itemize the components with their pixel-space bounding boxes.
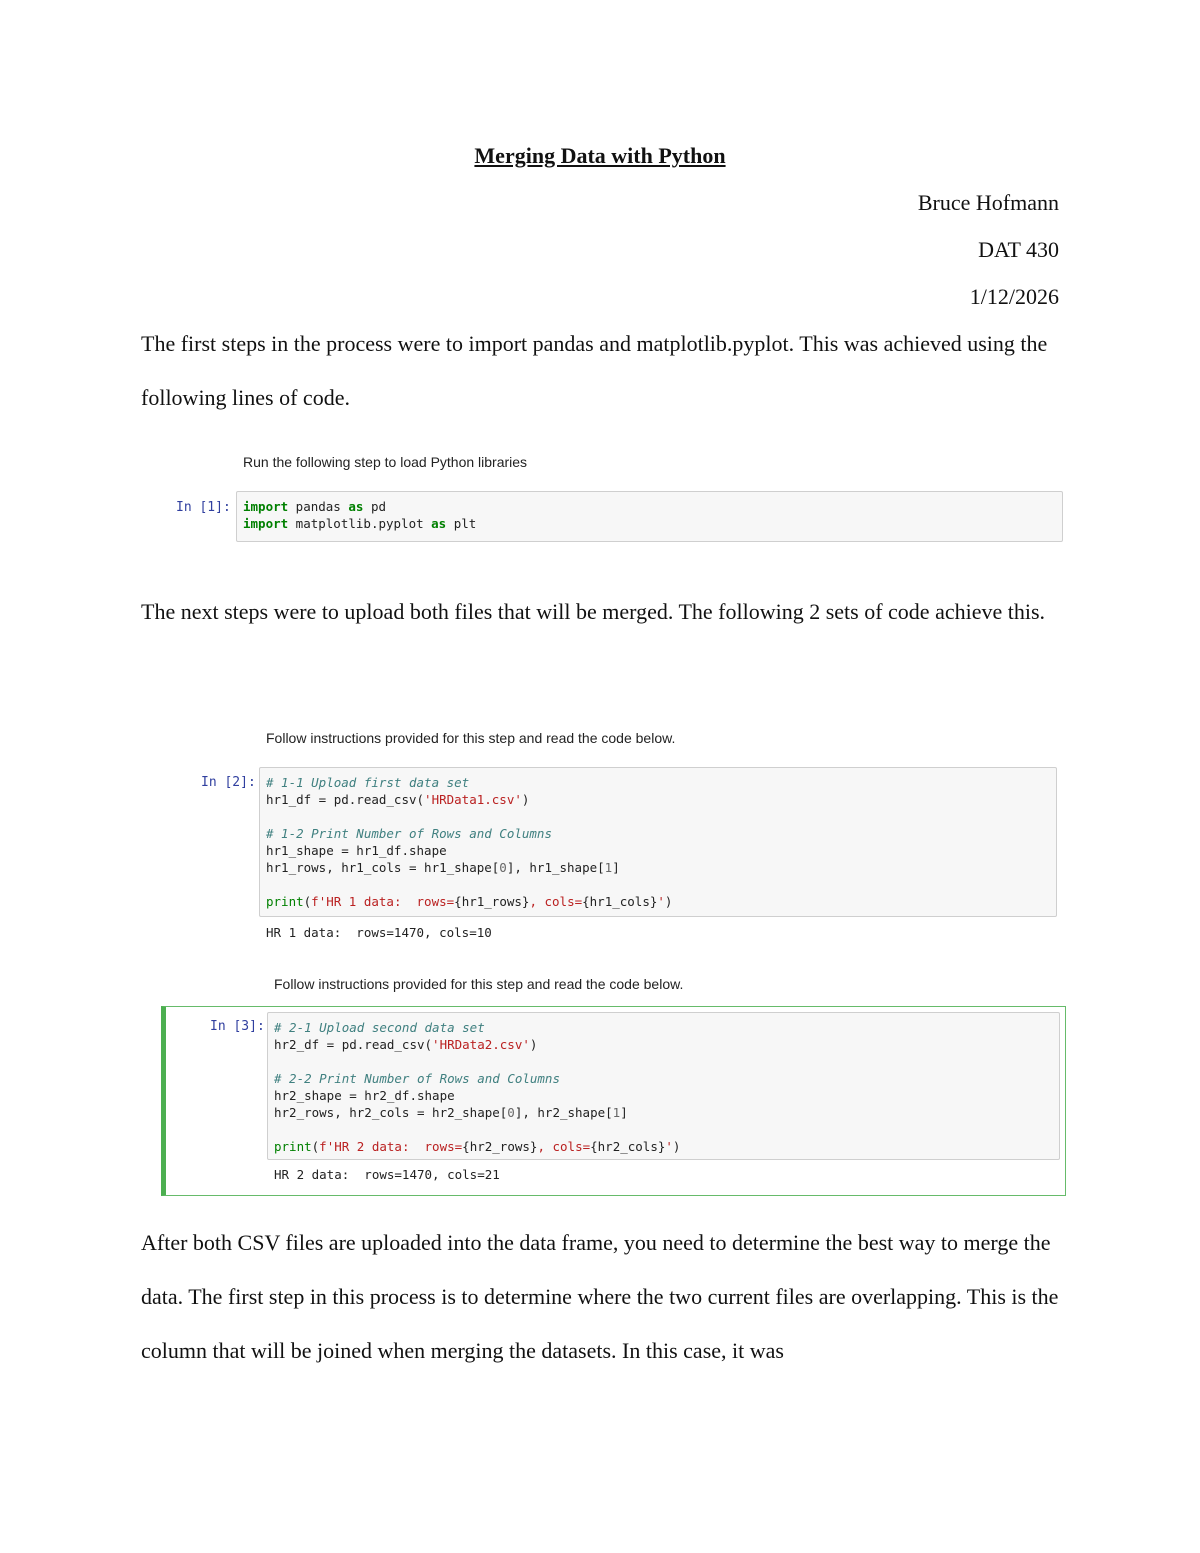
code-comment: # 2-1 Upload second data set [274,1020,485,1035]
code-line: hr2_shape = hr2_df.shape [274,1088,455,1103]
code-comment: # 1-2 Print Number of Rows and Columns [266,826,552,841]
cell-prompt: In [1]: [176,500,231,515]
cell-output: HR 1 data: rows=1470, cols=10 [266,925,492,940]
course-code: DAT 430 [978,237,1059,262]
cell-instruction: Follow instructions provided for this step and read the code below. [274,976,684,992]
code-comment: # 1-1 Upload first data set [266,775,470,790]
code-line: hr1_shape = hr1_df.shape [266,843,447,858]
code-line: print(f'HR 2 data: rows={hr2_rows}, cols={hr2_cols}') [274,1139,681,1154]
cell-prompt: In [2]: [201,775,256,790]
paragraph-merge: After both CSV files are uploaded into the data frame, you need to determine the best way to merge the data. The first step in this process is to determine where the two current files are overlapping. This is the column that will be joined when merging the datasets. In this case, it was [141,1230,1059,1363]
cell-instruction: Follow instructions provided for this step and read the code below. [266,730,676,746]
code-line: import pandas as pd [243,499,387,514]
code-line: hr2_rows, hr2_cols = hr2_shape[0], hr2_shape[1] [274,1105,628,1120]
code-line: import matplotlib.pyplot as plt [243,516,477,531]
code-line: hr1_rows, hr1_cols = hr1_shape[0], hr1_shape[1] [266,860,620,875]
document-title: Merging Data with Python [474,143,726,168]
code-cell-2[interactable] [259,767,1057,917]
author-name: Bruce Hofmann [917,190,1059,215]
code-cell-1[interactable] [236,491,1063,542]
code-line: print(f'HR 1 data: rows={hr1_rows}, cols={hr1_cols}') [266,894,673,909]
cell-output: HR 2 data: rows=1470, cols=21 [274,1167,500,1182]
document-date: 1/12/2026 [969,284,1059,309]
code-line: hr1_df = pd.read_csv('HRData1.csv') [266,792,530,807]
code-comment: # 2-2 Print Number of Rows and Columns [274,1071,560,1086]
cell-instruction: Run the following step to load Python libraries [243,454,528,470]
code-cell-3[interactable] [267,1012,1060,1160]
cell-prompt: In [3]: [210,1019,265,1034]
code-line: hr2_df = pd.read_csv('HRData2.csv') [274,1037,538,1052]
paragraph-upload: The next steps were to upload both files that will be merged. The following 2 sets of code achieve this. [141,599,1046,624]
paragraph-intro: The first steps in the process were to import pandas and matplotlib.pyplot. This was achieved using the following lines of code. [141,331,1048,410]
